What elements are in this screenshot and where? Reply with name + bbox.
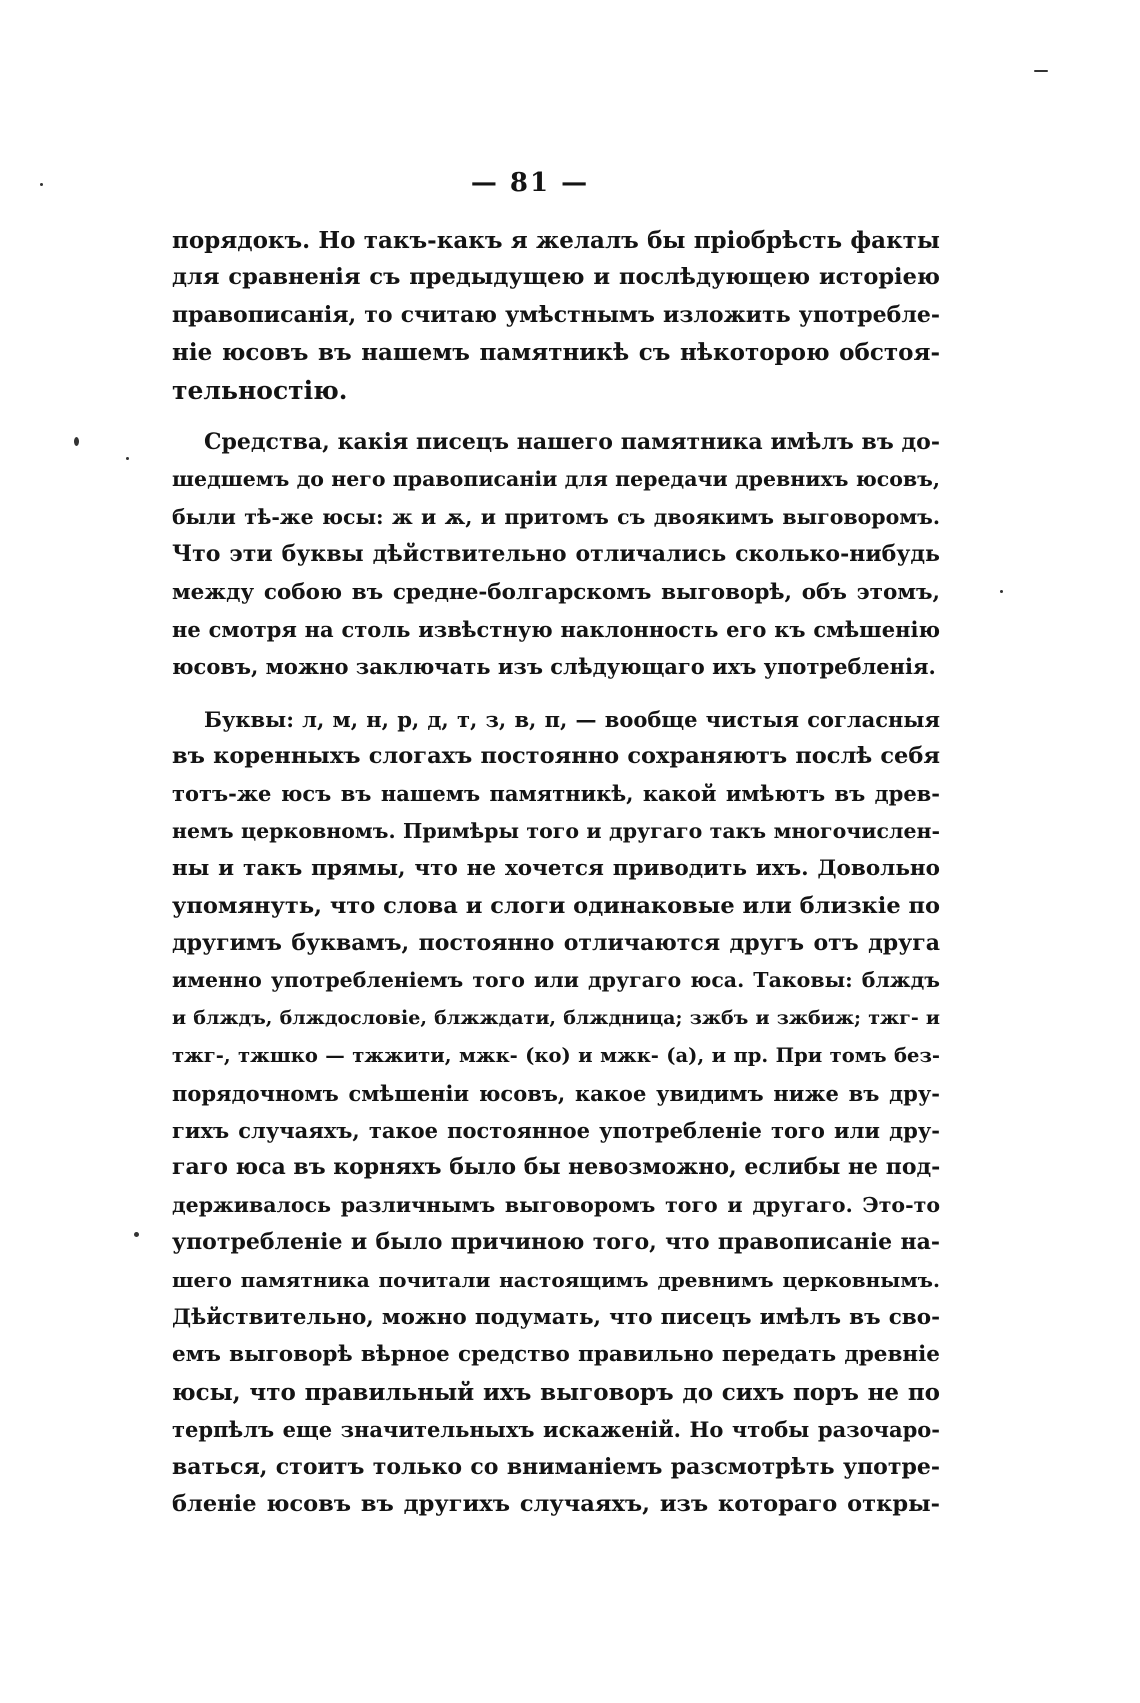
text-line: шедшемъ до него правописаніи для передачи древнихъ юсовъ, xyxy=(172,467,940,492)
text-line: упомянуть, что слова и слоги одинаковые или близкіе по xyxy=(172,892,940,919)
text-line: ніе юсовъ въ нашемъ памятникѣ съ нѣкоторою обстоя- xyxy=(172,339,940,367)
text-line: именно употребленіемъ того или другаго юса. Таковы: блждъ xyxy=(172,968,940,993)
text-line: тельностію. xyxy=(172,375,348,405)
scan-speck xyxy=(74,437,79,446)
text-line: не смотря на столь извѣстную наклонность его къ смѣшенію xyxy=(172,616,940,642)
text-line: порядокъ. Но такъ-какъ я желалъ бы пріобрѣсть факты xyxy=(172,227,940,254)
paragraph-3 xyxy=(172,701,940,1524)
scan-speck xyxy=(40,183,43,186)
text-line: гаго юса въ корняхъ было бы невозможно, еслибы не под- xyxy=(172,1154,941,1181)
text-line: юсовъ, можно заключать изъ слѣдующаго ихъ употребленія. xyxy=(172,654,936,680)
text-line: были тѣ-же юсы: ж и ѫ, и притомъ съ двоякимъ выговоромъ. xyxy=(172,504,940,529)
text-line: Буквы: л, м, н, р, д, т, з, в, п, — вообще чистыя согласныя xyxy=(204,706,940,732)
text-line: ваться, стоитъ только со вниманіемъ разсмотрѣть употре- xyxy=(172,1453,940,1480)
text-line: немъ церковномъ. Примѣры того и другаго такъ многочислен- xyxy=(172,818,940,843)
text-line: между собою въ средне-болгарскомъ выговорѣ, объ этомъ, xyxy=(172,579,940,605)
text-line: другимъ буквамъ, постоянно отличаются другъ отъ друга xyxy=(172,930,940,957)
scan-speck xyxy=(126,457,129,460)
text-line: гихъ случаяхъ, такое постоянное употребленіе того или дру- xyxy=(172,1117,940,1143)
text-line: Дѣйствительно, можно подумать, что писецъ имѣлъ въ сво- xyxy=(172,1304,940,1330)
text-line: порядочномъ смѣшеніи юсовъ, какое увидимъ ниже въ дру- xyxy=(172,1080,940,1106)
text-line: и блждъ, блждословіе, блжждати, блждница; зжбъ и зжбиж; тжг- и xyxy=(172,1006,940,1029)
text-line: употребленіе и было причиною того, что правописаніе на- xyxy=(172,1229,940,1256)
text-line: терпѣлъ еще значительныхъ искаженій. Но чтобы разочаро- xyxy=(172,1417,940,1443)
scan-speck xyxy=(1034,70,1048,72)
text-line: юсы, что правильный ихъ выговоръ до сихъ поръ не по xyxy=(172,1378,940,1406)
text-line: для сравненія съ предыдущею и послѣдующею исторіею xyxy=(172,264,940,291)
scan-speck xyxy=(134,1232,139,1237)
text-line: шего памятника почитали настоящимъ древнимъ церковнымъ. xyxy=(172,1267,940,1292)
paragraph-1 xyxy=(172,222,940,409)
text-line: держивалось различнымъ выговоромъ того и другаго. Это-то xyxy=(172,1192,940,1217)
scan-speck xyxy=(1000,590,1003,593)
page-number: — 81 — xyxy=(470,168,590,198)
text-line: Средства, какія писецъ нашего памятника имѣлъ въ до- xyxy=(204,428,940,455)
text-line: правописанія, то считаю умѣстнымъ изложить употребле- xyxy=(172,301,940,328)
text-line: въ коренныхъ слогахъ постоянно сохраняютъ послѣ себя xyxy=(172,743,940,770)
text-line: бленіе юсовъ въ другихъ случаяхъ, изъ котораго откры- xyxy=(172,1490,940,1517)
paragraph-2 xyxy=(172,424,940,686)
text-line: тотъ-же юсъ въ нашемъ памятникѣ, какой имѣютъ въ древ- xyxy=(172,781,940,807)
body-text xyxy=(172,222,940,1523)
text-line: ны и такъ прямы, что не хочется приводить ихъ. Довольно xyxy=(172,856,940,882)
text-line: тжг-, тжшко — тжжити, мжк- (ко) и мжк- (а), и пр. При томъ без- xyxy=(172,1044,940,1068)
text-line: емъ выговорѣ вѣрное средство правильно передать древніе xyxy=(172,1342,940,1368)
text-line: Что эти буквы дѣйствительно отличались сколько-нибудь xyxy=(172,541,940,568)
